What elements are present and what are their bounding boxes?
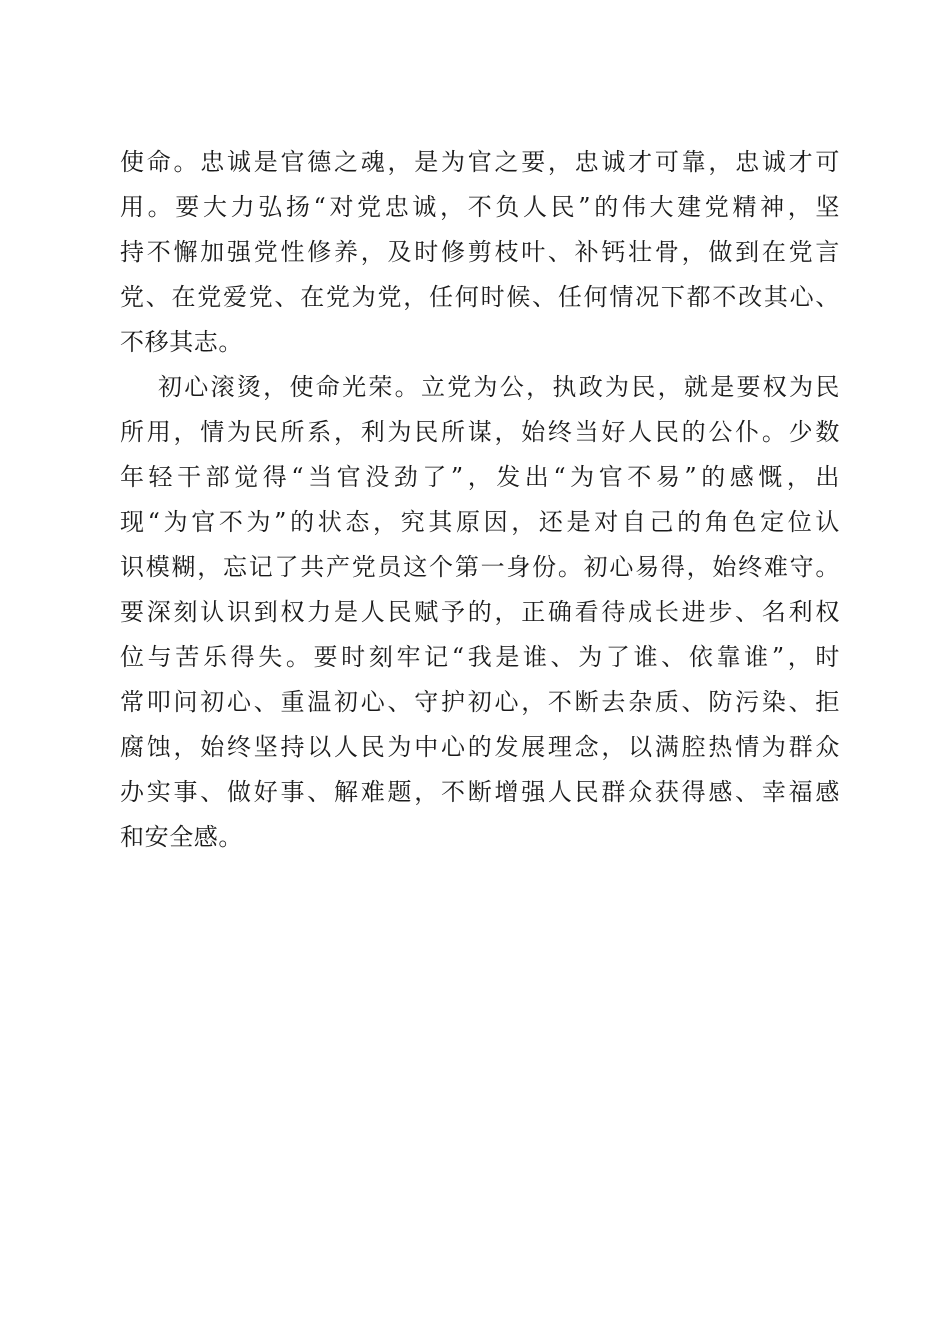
text-line: 党、在党爱党、在党为党，任何时候、任何情况下都不改其心、 xyxy=(120,283,840,311)
text-line: 年轻干部觉得“当官没劲了”，发出“为官不易”的感慨，出 xyxy=(120,463,840,491)
text-line: 要深刻认识到权力是人民赋予的，正确看待成长进步、名利权 xyxy=(120,598,840,626)
paragraph-2 xyxy=(120,365,840,860)
text-line: 位与苦乐得失。要时刻牢记“我是谁、为了谁、依靠谁”，时 xyxy=(120,643,840,671)
text-line: 初心滚烫，使命光荣。立党为公，执政为民，就是要权为民 xyxy=(158,373,840,401)
text-line: 识模糊，忘记了共产党员这个第一身份。初心易得，始终难守。 xyxy=(120,553,840,581)
text-line: 所用，情为民所系，利为民所谋，始终当好人民的公仆。少数 xyxy=(120,418,840,446)
text-line: 和安全感。 xyxy=(120,823,243,851)
text-line: 持不懈加强党性修养，及时修剪枝叶、补钙壮骨，做到在党言 xyxy=(120,238,840,266)
document-body xyxy=(120,140,840,860)
text-line: 用。要大力弘扬“对党忠诚，不负人民”的伟大建党精神，坚 xyxy=(120,193,840,221)
text-line: 腐蚀，始终坚持以人民为中心的发展理念，以满腔热情为群众 xyxy=(120,733,840,761)
text-line: 不移其志。 xyxy=(120,328,243,356)
text-line: 办实事、做好事、解难题，不断增强人民群众获得感、幸福感 xyxy=(120,778,840,806)
text-line: 常叩问初心、重温初心、守护初心，不断去杂质、防污染、拒 xyxy=(120,688,840,716)
text-line: 使命。忠诚是官德之魂，是为官之要，忠诚才可靠，忠诚才可 xyxy=(120,148,840,176)
text-line: 现“为官不为”的状态，究其原因，还是对自己的角色定位认 xyxy=(120,508,840,536)
paragraph-1 xyxy=(120,140,840,365)
